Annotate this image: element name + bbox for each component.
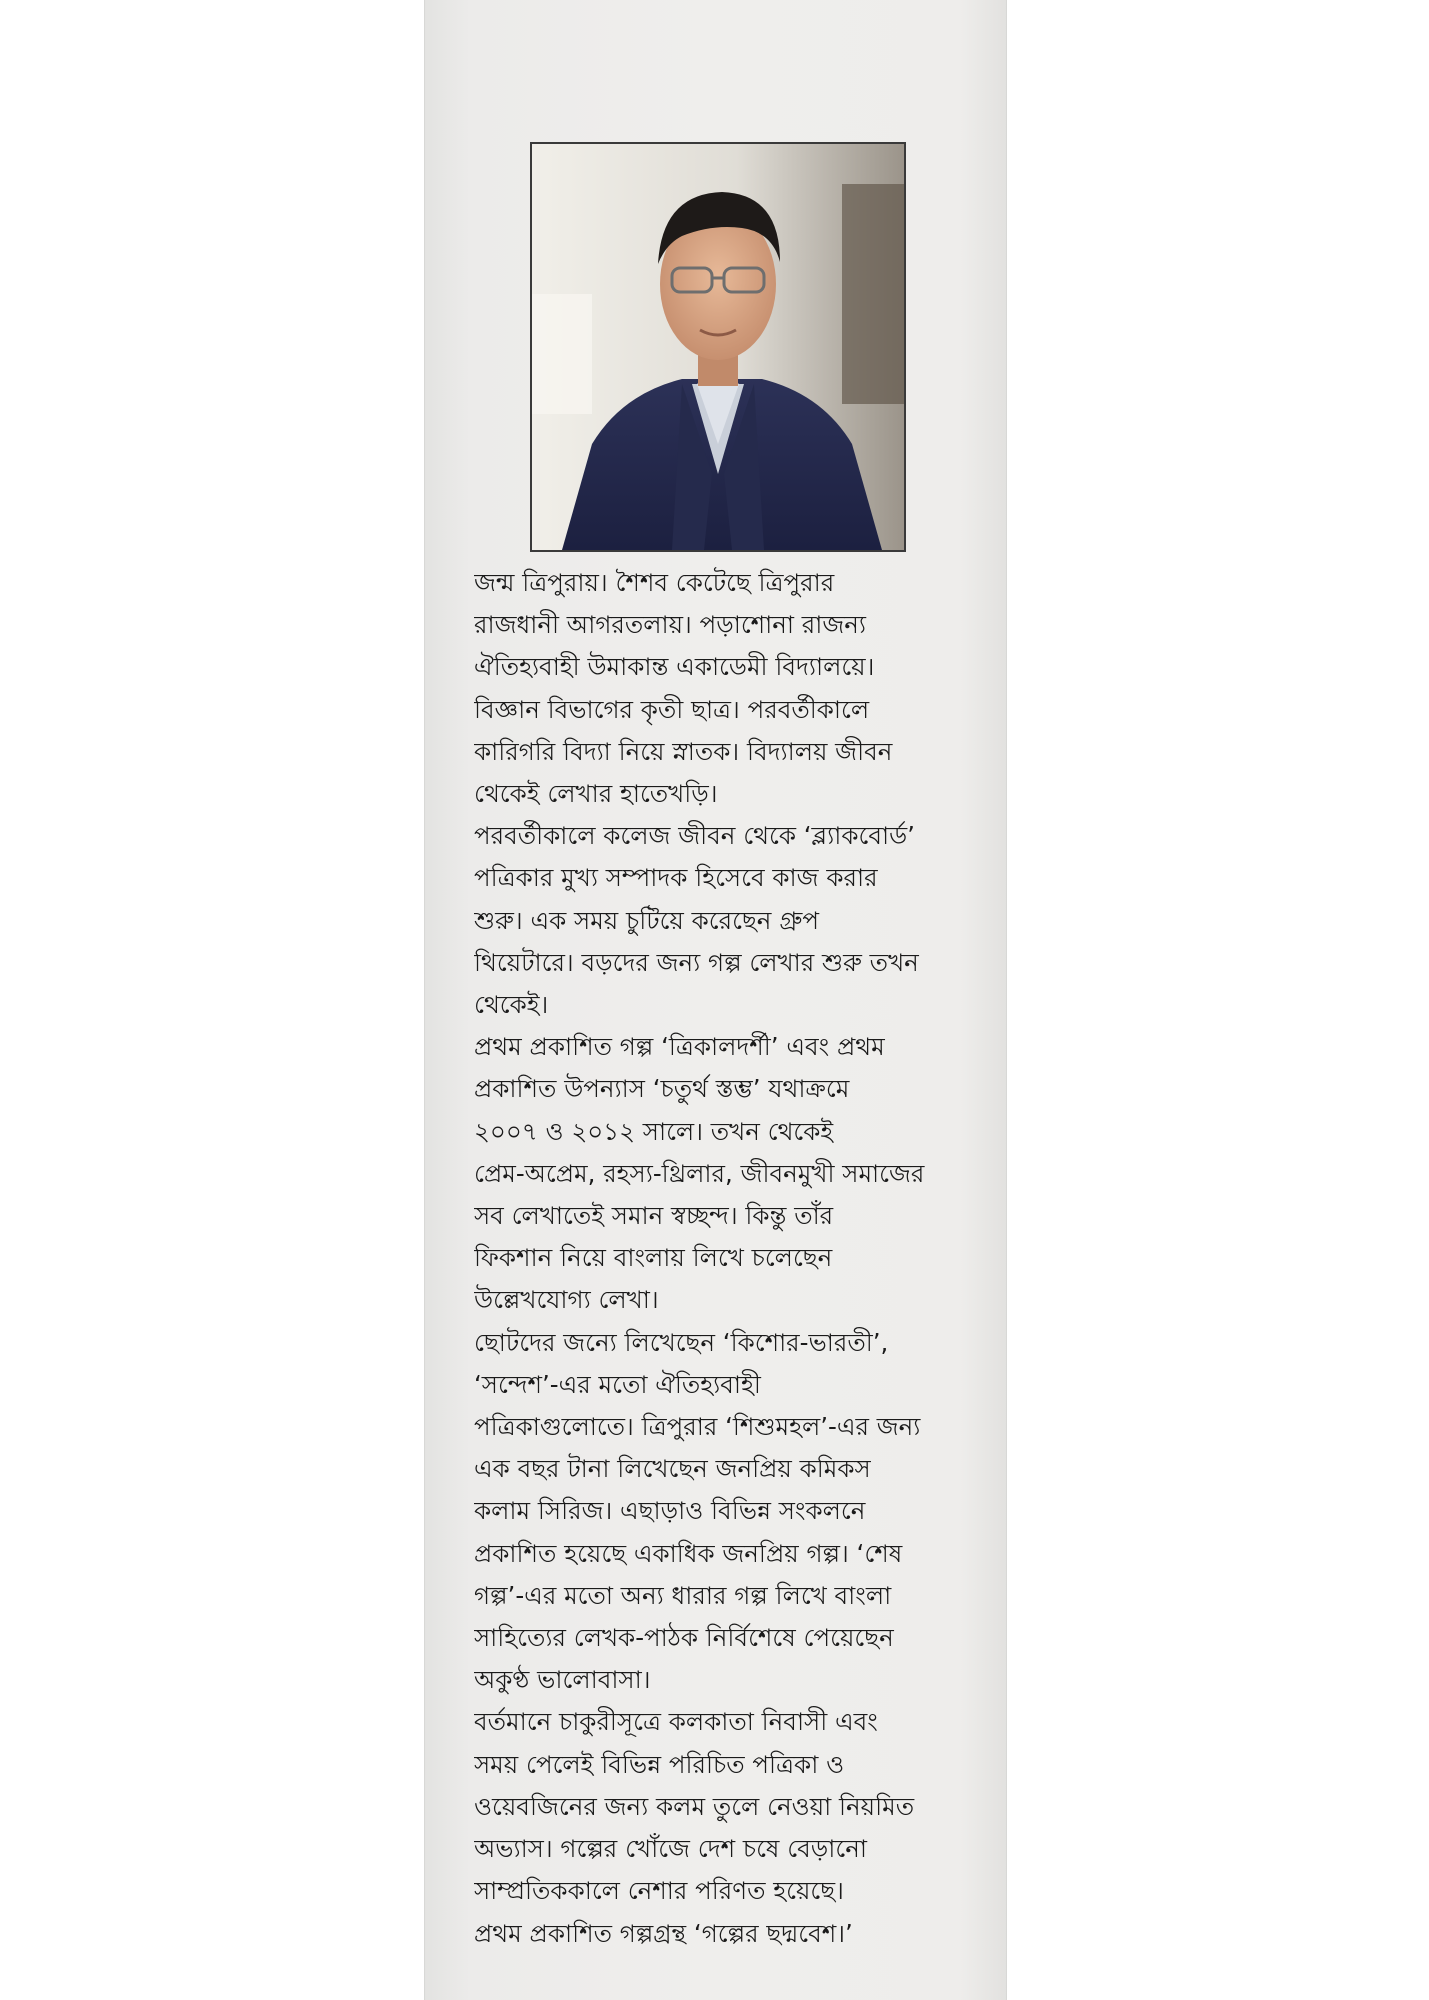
bio-line: থিয়েটারে। বড়দের জন্য গল্প লেখার শুরু তখন (474, 947, 919, 977)
bio-line: উল্লেখযোগ্য লেখা। (474, 1285, 659, 1315)
bio-line: ২০০৭ ও ২০১২ সালে। তখন থেকেই (474, 1116, 834, 1146)
bio-line: বর্তমানে চাকুরীসূত্রে কলকাতা নিবাসী এবং (474, 1707, 878, 1737)
bio-line: প্রথম প্রকাশিত গল্পগ্রন্থ ‘গল্পের ছদ্মবেশ।’ (474, 1918, 853, 1948)
bio-line: ছোটদের জন্যে লিখেছেন ‘কিশোর-ভারতী’, (474, 1327, 889, 1357)
bio-line: থেকেই। (474, 990, 549, 1020)
bio-line: প্রকাশিত উপন্যাস ‘চতুর্থ স্তম্ভ’ যথাক্রমে (474, 1074, 850, 1104)
bio-line: অভ্যাস। গল্পের খোঁজে দেশ চষে বেড়ানো (474, 1834, 867, 1864)
bio-line: এক বছর টানা লিখেছেন জনপ্রিয় কমিকস (474, 1454, 871, 1484)
bio-line: গল্প’-এর মতো অন্য ধারার গল্প লিখে বাংলা (474, 1580, 892, 1610)
bio-line: প্রকাশিত হয়েছে একাধিক জনপ্রিয় গল্প। ‘শেষ (474, 1538, 903, 1568)
bio-line: ‘সন্দেশ’-এর মতো ঐতিহ্যবাহী (474, 1369, 761, 1399)
bio-line: শুরু। এক সময় চুটিয়ে করেছেন গ্রুপ (474, 905, 819, 935)
bio-line: কারিগরি বিদ্যা নিয়ে স্নাতক। বিদ্যালয় জীবন (474, 736, 893, 766)
bio-line: সব লেখাতেই সমান স্বচ্ছন্দ। কিন্তু তাঁর (474, 1201, 834, 1231)
bio-line: প্রথম প্রকাশিত গল্প ‘ত্রিকালদর্শী’ এবং প্রথম (474, 1032, 885, 1062)
author-portrait-icon (532, 144, 904, 550)
bio-line: রাজধানী আগরতলায়। পড়াশোনা রাজন্য (474, 610, 867, 640)
bio-line: সাম্প্রতিককালে নেশার পরিণত হয়েছে। (474, 1876, 844, 1906)
bio-line: ওয়েবজিনের জন্য কলম তুলে নেওয়া নিয়মিত (474, 1791, 915, 1821)
bio-line: থেকেই লেখার হাতেখড়ি। (474, 779, 718, 809)
bio-line: সাহিত্যের লেখক-পাঠক নির্বিশেষে পেয়েছেন (474, 1623, 894, 1653)
bio-line: সময় পেলেই বিভিন্ন পরিচিত পত্রিকা ও (474, 1749, 845, 1779)
author-photo (530, 142, 906, 552)
bio-line: প্রেম-অপ্রেম, রহস্য-থ্রিলার, জীবনমুখী সমাজের (474, 1158, 925, 1188)
bio-line: জন্ম ত্রিপুরায়। শৈশব কেটেছে ত্রিপুরার (474, 568, 835, 597)
bio-line: পত্রিকাগুলোতে। ত্রিপুরার ‘শিশুমহল’-এর জন্য (474, 1412, 921, 1442)
bio-line: কলাম সিরিজ। এছাড়াও বিভিন্ন সংকলনে (474, 1496, 866, 1526)
bio-line: বিজ্ঞান বিভাগের কৃতী ছাত্র। পরবর্তীকালে (474, 694, 870, 724)
bio-line: অকুণ্ঠ ভালোবাসা। (474, 1665, 651, 1695)
bio-line: ফিকশান নিয়ে বাংলায় লিখে চলেছেন (474, 1243, 833, 1273)
bio-line: পত্রিকার মুখ্য সম্পাদক হিসেবে কাজ করার (474, 863, 878, 893)
book-flap (424, 0, 1007, 2000)
bio-line: পরবর্তীকালে কলেজ জীবন থেকে ‘ব্ল্যাকবোর্ড’ (474, 821, 915, 851)
bio-line: ঐতিহ্যবাহী উমাকান্ত একাডেমী বিদ্যালয়ে। (474, 652, 875, 682)
author-bio (474, 562, 984, 1955)
